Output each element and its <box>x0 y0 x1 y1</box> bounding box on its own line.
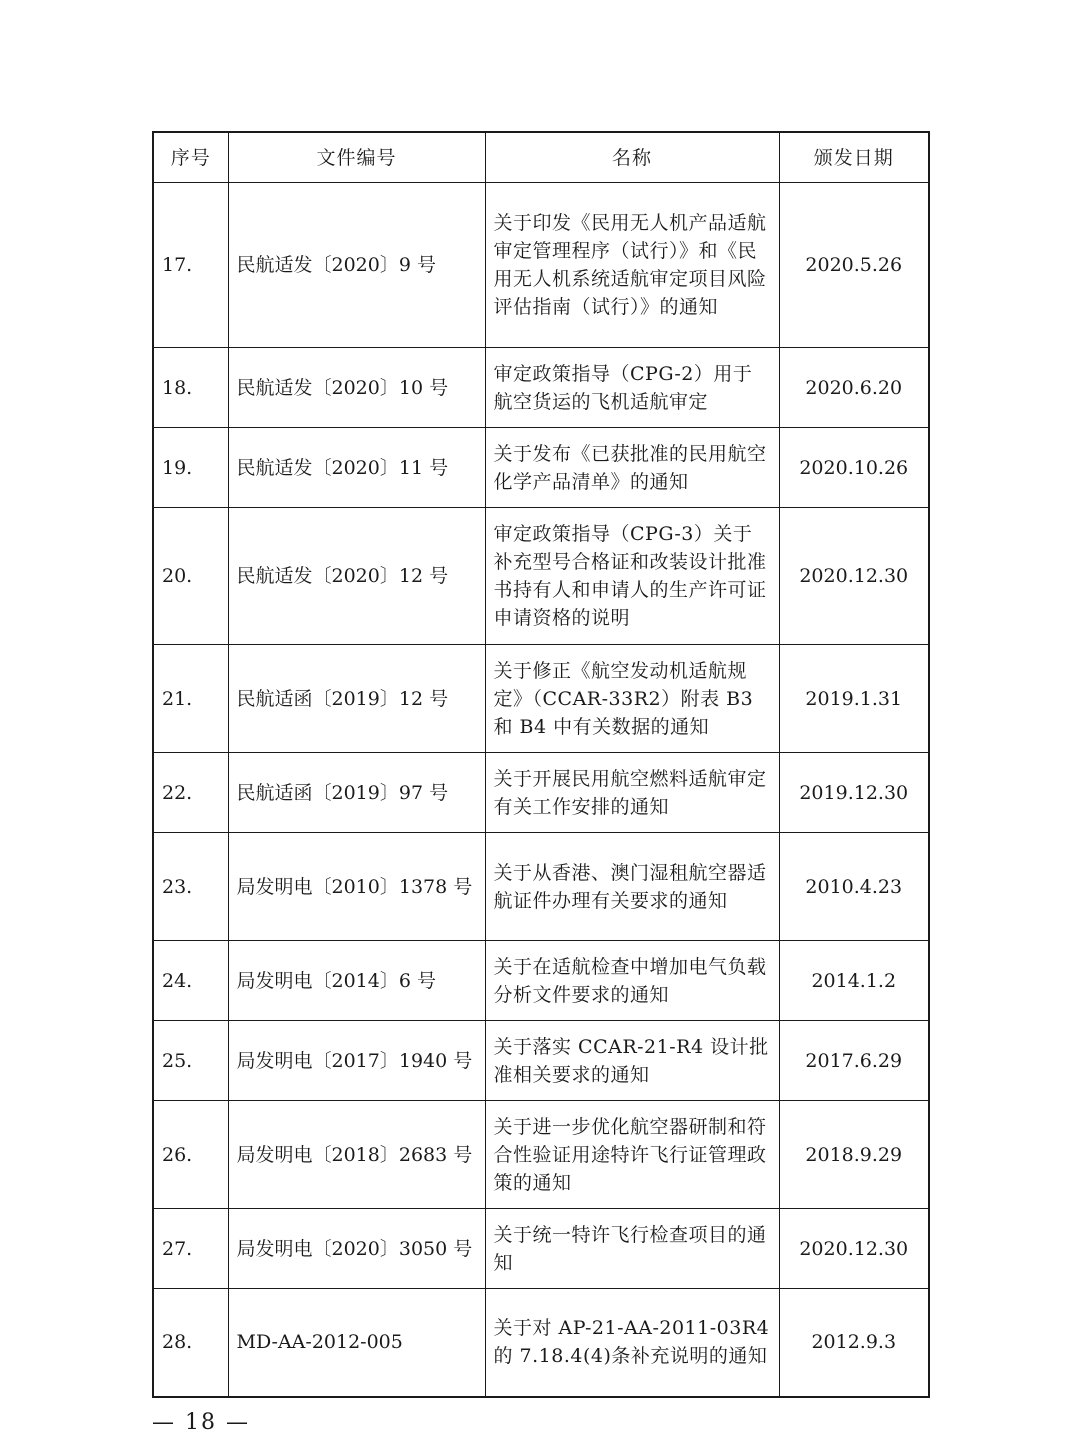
cell-no: 28. <box>153 1289 228 1397</box>
cell-name: 关于开展民用航空燃料适航审定有关工作安排的通知 <box>485 753 779 833</box>
cell-issue-date: 2020.6.20 <box>779 348 929 428</box>
cell-doc-number: 局发明电〔2017〕1940 号 <box>228 1021 485 1101</box>
cell-name: 关于修正《航空发动机适航规定》（CCAR-33R2）附表 B3 和 B4 中有关数据的通知 <box>485 645 779 753</box>
cell-issue-date: 2019.1.31 <box>779 645 929 753</box>
cell-doc-number: 局发明电〔2010〕1378 号 <box>228 833 485 941</box>
header-doc-number: 文件编号 <box>228 132 485 183</box>
cell-no: 26. <box>153 1101 228 1209</box>
cell-issue-date: 2017.6.29 <box>779 1021 929 1101</box>
cell-name: 审定政策指导（CPG-2）用于航空货运的飞机适航审定 <box>485 348 779 428</box>
table-row <box>153 428 929 508</box>
cell-issue-date: 2020.12.30 <box>779 1209 929 1289</box>
cell-no: 27. <box>153 1209 228 1289</box>
cell-doc-number: MD-AA-2012-005 <box>228 1289 485 1397</box>
table-row <box>153 1289 929 1397</box>
header-issue-date: 颁发日期 <box>779 132 929 183</box>
cell-no: 25. <box>153 1021 228 1101</box>
cell-doc-number: 民航适发〔2020〕12 号 <box>228 508 485 645</box>
cell-no: 24. <box>153 941 228 1021</box>
cell-doc-number: 局发明电〔2020〕3050 号 <box>228 1209 485 1289</box>
cell-doc-number: 民航适函〔2019〕97 号 <box>228 753 485 833</box>
cell-name: 关于落实 CCAR-21-R4 设计批准相关要求的通知 <box>485 1021 779 1101</box>
table-header <box>153 132 929 183</box>
cell-name: 关于在适航检查中增加电气负载分析文件要求的通知 <box>485 941 779 1021</box>
cell-doc-number: 民航适发〔2020〕11 号 <box>228 428 485 508</box>
cell-doc-number: 局发明电〔2014〕6 号 <box>228 941 485 1021</box>
cell-doc-number: 民航适发〔2020〕9 号 <box>228 183 485 348</box>
header-row <box>153 132 929 183</box>
cell-no: 23. <box>153 833 228 941</box>
cell-doc-number: 民航适函〔2019〕12 号 <box>228 645 485 753</box>
cell-doc-number: 局发明电〔2018〕2683 号 <box>228 1101 485 1209</box>
cell-name: 关于印发《民用无人机产品适航审定管理程序（试行）》和《民用无人机系统适航审定项目风险评估指南（试行）》的通知 <box>485 183 779 348</box>
cell-name: 关于发布《已获批准的民用航空化学产品清单》的通知 <box>485 428 779 508</box>
table-row <box>153 348 929 428</box>
table-row <box>153 183 929 348</box>
page-number: — 18 — <box>152 1410 250 1435</box>
cell-issue-date: 2014.1.2 <box>779 941 929 1021</box>
cell-issue-date: 2012.9.3 <box>779 1289 929 1397</box>
table-body <box>153 183 929 1397</box>
cell-doc-number: 民航适发〔2020〕10 号 <box>228 348 485 428</box>
table-row <box>153 941 929 1021</box>
cell-name: 关于统一特许飞行检查项目的通知 <box>485 1209 779 1289</box>
cell-no: 19. <box>153 428 228 508</box>
cell-no: 22. <box>153 753 228 833</box>
table-row <box>153 645 929 753</box>
header-no: 序号 <box>153 132 228 183</box>
cell-name: 审定政策指导（CPG-3）关于补充型号合格证和改装设计批准书持有人和申请人的生产许可证申请资格的说明 <box>485 508 779 645</box>
cell-issue-date: 2020.10.26 <box>779 428 929 508</box>
cell-issue-date: 2010.4.23 <box>779 833 929 941</box>
table-row <box>153 1101 929 1209</box>
cell-issue-date: 2018.9.29 <box>779 1101 929 1209</box>
cell-name: 关于对 AP-21-AA-2011-03R4 的 7.18.4(4)条补充说明的通知 <box>485 1289 779 1397</box>
cell-issue-date: 2020.12.30 <box>779 508 929 645</box>
cell-no: 18. <box>153 348 228 428</box>
table-row <box>153 753 929 833</box>
cell-issue-date: 2019.12.30 <box>779 753 929 833</box>
cell-name: 关于从香港、澳门湿租航空器适航证件办理有关要求的通知 <box>485 833 779 941</box>
cell-no: 20. <box>153 508 228 645</box>
table-row <box>153 833 929 941</box>
table-row <box>153 508 929 645</box>
cell-issue-date: 2020.5.26 <box>779 183 929 348</box>
table-row <box>153 1209 929 1289</box>
cell-no: 21. <box>153 645 228 753</box>
cell-no: 17. <box>153 183 228 348</box>
header-name: 名称 <box>485 132 779 183</box>
table-row <box>153 1021 929 1101</box>
regulation-table <box>152 131 930 1398</box>
cell-name: 关于进一步优化航空器研制和符合性验证用途特许飞行证管理政策的通知 <box>485 1101 779 1209</box>
